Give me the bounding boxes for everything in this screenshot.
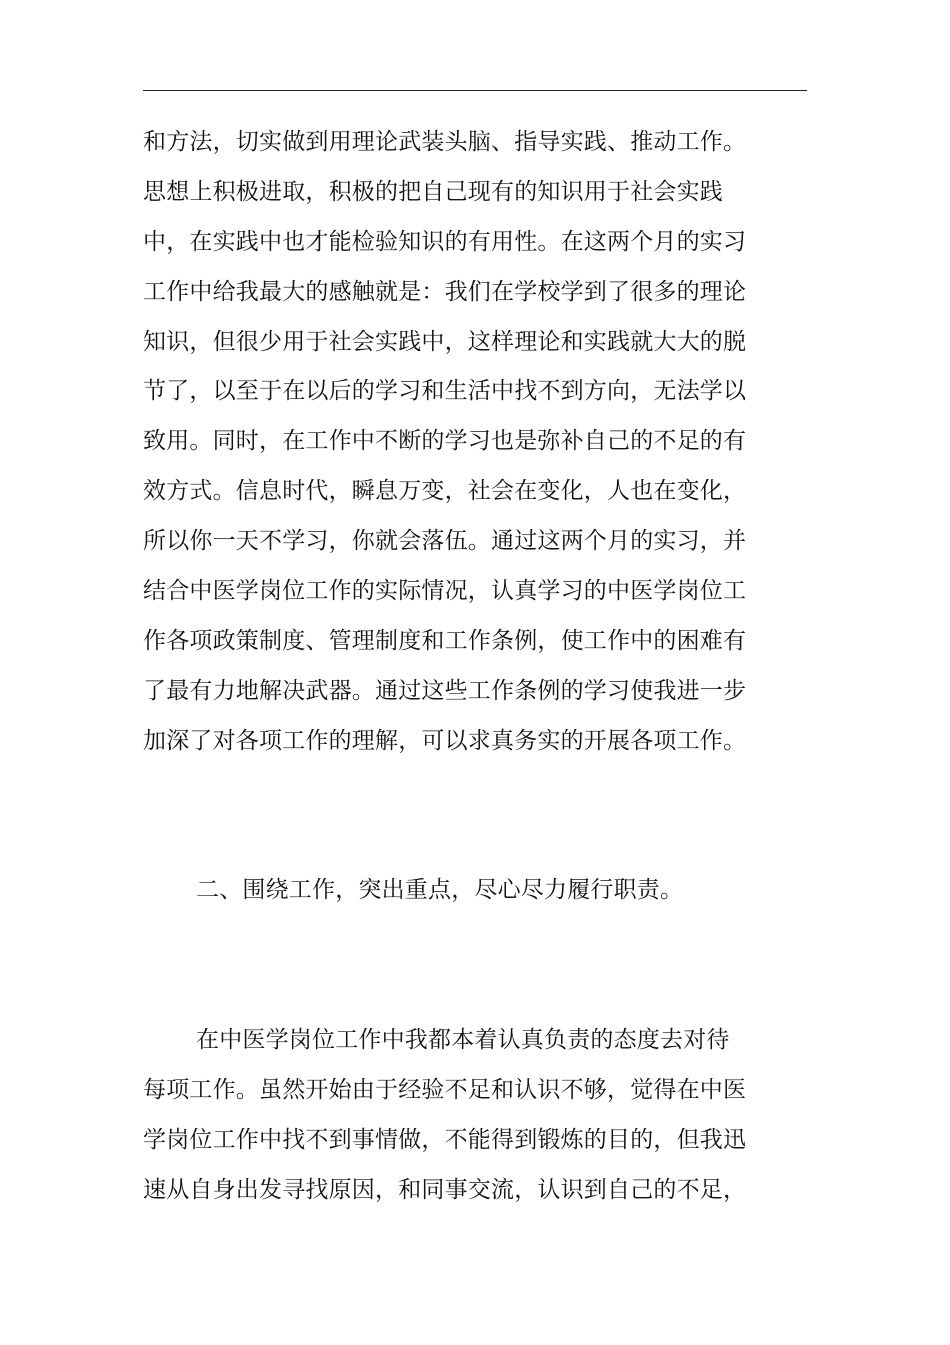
text-line: 速从自身出发寻找原因，和同事交流，认识到自己的不足， (143, 1177, 747, 1203)
section-heading: 二、围绕工作，突出重点，尽心尽力履行职责。 (196, 877, 684, 903)
text-line: 结合中医学岗位工作的实际情况，认真学习的中医学岗位工 (143, 578, 747, 604)
text-line: 思想上积极进取，积极的把自己现有的知识用于社会实践 (143, 179, 723, 205)
text-line: 每项工作。虽然开始由于经验不足和认识不够，觉得在中医 (143, 1077, 747, 1103)
text-line: 知识，但很少用于社会实践中，这样理论和实践就大大的脱 (143, 329, 747, 355)
text-line: 致用。同时，在工作中不断的学习也是弥补自己的不足的有 (143, 428, 747, 454)
text-line: 作各项政策制度、管理制度和工作条例，使工作中的困难有 (143, 628, 747, 654)
text-line: 在中医学岗位工作中我都本着认真负责的态度去对待 (196, 1027, 730, 1053)
text-line: 所以你一天不学习，你就会落伍。通过这两个月的实习，并 (143, 528, 747, 554)
text-line: 和方法，切实做到用理论武装头脑、指导实践、推动工作。 (143, 129, 747, 155)
text-line: 中，在实践中也才能检验知识的有用性。在这两个月的实习 (143, 229, 747, 255)
text-line: 加深了对各项工作的理解，可以求真务实的开展各项工作。 (143, 728, 747, 754)
text-line: 效方式。信息时代，瞬息万变，社会在变化，人也在变化， (143, 478, 747, 504)
header-rule (143, 90, 807, 91)
text-line: 节了，以至于在以后的学习和生活中找不到方向，无法学以 (143, 378, 747, 404)
text-line: 工作中给我最大的感触就是：我们在学校学到了很多的理论 (143, 279, 747, 305)
text-line: 了最有力地解决武器。通过这些工作条例的学习使我进一步 (143, 678, 747, 704)
text-line: 学岗位工作中找不到事情做，不能得到锻炼的目的，但我迅 (143, 1127, 747, 1153)
